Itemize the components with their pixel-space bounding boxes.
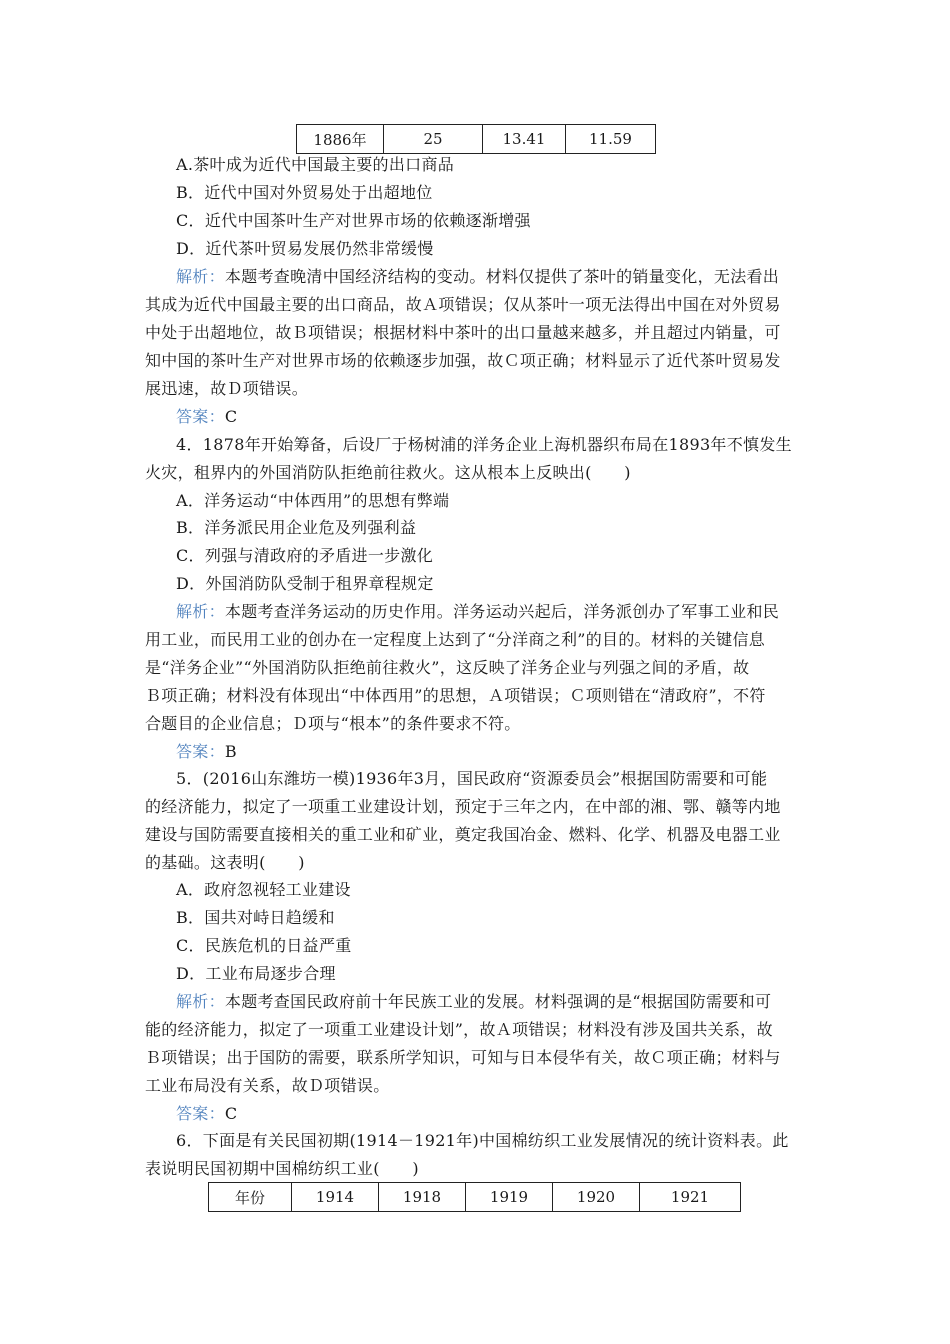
q3-analysis-line-5: 展迅速，故Ｄ项错误。 [145,379,309,398]
q5-stem-line-3: 建设与国防需要直接相关的重工业和矿业，奠定我国冶金、燃料、化学、机器及电器工业 [145,825,781,844]
q4-analysis-line-2: 用工业，而民用工业的创办在一定程度上达到了“分洋商之利”的目的。材料的关键信息 [145,630,766,649]
table-header-row [209,1183,741,1212]
q4-option-b: B．洋务派民用企业危及列强利益 [176,518,417,537]
q5-stem-line-1: 5．(2016山东潍坊一模)1936年3月，国民政府“资源委员会”根据国防需要和可能 [176,769,768,788]
q4-analysis-line-5: 合题目的企业信息；Ｄ项与“根本”的条件要求不符。 [145,714,521,733]
q4-stem-line-1: 4．1878年开始筹备，后设厂于杨树浦的洋务企业上海机器织布局在1893年不慎发生 [176,435,792,454]
q5-analysis-line-3: Ｂ项错误；出于国防的需要，联系所学知识，可知与日本侵华有关，故Ｃ项正确；材料与 [145,1048,781,1067]
table-cell: 25 [384,125,483,154]
table-cell: 13.41 [483,125,566,154]
analysis-label: 解析： [176,602,225,621]
q4-stem-line-2: 火灾，租界内的外国消防队拒绝前往救火。这从根本上反映出( ) [145,463,631,482]
q3-option-b: B．近代中国对外贸易处于出超地位 [176,183,433,202]
cotton-industry-table [208,1182,741,1212]
q4-analysis-line-3: 是“洋务企业”“外国消防队拒绝前往救火”，这反映了洋务企业与列强之间的矛盾，故 [145,658,750,677]
q5-answer: 答案：C [176,1104,238,1123]
table-row [297,125,656,154]
table-header-cell: 1919 [466,1183,553,1212]
table-header-cell: 1918 [379,1183,466,1212]
answer-label: 答案： [176,742,225,761]
q5-option-b: B．国共对峙日趋缓和 [176,908,335,927]
q3-analysis-line-4: 知中国的茶叶生产对世界市场的依赖逐步加强，故Ｃ项正确；材料显示了近代茶叶贸易发 [145,351,781,370]
q4-option-c: C．列强与清政府的矛盾进一步激化 [176,546,434,565]
q5-analysis-line-2: 能的经济能力，拟定了一项重工业建设计划”，故Ａ项错误；材料没有涉及国共关系，故 [145,1020,773,1039]
q5-option-d: D．工业布局逐步合理 [176,964,336,983]
q3-option-a: A.茶叶成为近代中国最主要的出口商品 [176,155,455,174]
table-header-cell: 1921 [640,1183,741,1212]
q6-stem-line-2: 表说明民国初期中国棉纺织工业( ) [145,1159,419,1178]
q3-analysis-line-1: 解析：本题考查晚清中国经济结构的变动。材料仅提供了茶叶的销量变化，无法看出 [176,267,780,286]
q5-stem-line-2: 的经济能力，拟定了一项重工业建设计划，预定于三年之内，在中部的湘、鄂、赣等内地 [145,797,781,816]
tea-trade-table-fragment [296,124,656,154]
q4-analysis-line-4: Ｂ项正确；材料没有体现出“中体西用”的思想，Ａ项错误；Ｃ项则错在“清政府”，不符 [145,686,766,705]
q3-analysis-line-2: 其成为近代中国最主要的出口商品，故Ａ项错误；仅从茶叶一项无法得出中国在对外贸易 [145,295,781,314]
q3-option-d: D．近代茶叶贸易发展仍然非常缓慢 [176,239,434,258]
q5-option-c: C．民族危机的日益严重 [176,936,352,955]
answer-label: 答案： [176,1104,225,1123]
q4-answer: 答案：B [176,742,237,761]
q4-option-a: A．洋务运动“中体西用”的思想有弊端 [176,491,450,510]
q3-analysis-line-3: 中处于出超地位，故Ｂ项错误；根据材料中茶叶的出口量越来越多，并且超过内销量，可 [145,323,781,342]
q3-answer: 答案：C [176,407,238,426]
table-cell: 11.59 [566,125,656,154]
q5-stem-line-4: 的基础。这表明( ) [145,853,305,872]
q5-analysis-line-4: 工业布局没有关系，故Ｄ项错误。 [145,1076,390,1095]
answer-label: 答案： [176,407,225,426]
analysis-label: 解析： [176,992,225,1011]
q4-option-d: D．外国消防队受制于租界章程规定 [176,574,434,593]
q5-analysis-line-1: 解析：本题考查国民政府前十年民族工业的发展。材料强调的是“根据国防需要和可 [176,992,772,1011]
table-header-cell: 年份 [209,1183,292,1212]
table-cell-year: 1886年 [297,125,384,154]
q5-option-a: A．政府忽视轻工业建设 [176,880,351,899]
q3-option-c: C．近代中国茶叶生产对世界市场的依赖逐渐增强 [176,211,531,230]
q6-stem-line-1: 6．下面是有关民国初期(1914－1921年)中国棉纺织工业发展情况的统计资料表。此 [176,1131,789,1150]
table-header-cell: 1920 [553,1183,640,1212]
analysis-label: 解析： [176,267,225,286]
q4-analysis-line-1: 解析：本题考查洋务运动的历史作用。洋务运动兴起后，洋务派创办了军事工业和民 [176,602,780,621]
table-header-cell: 1914 [292,1183,379,1212]
